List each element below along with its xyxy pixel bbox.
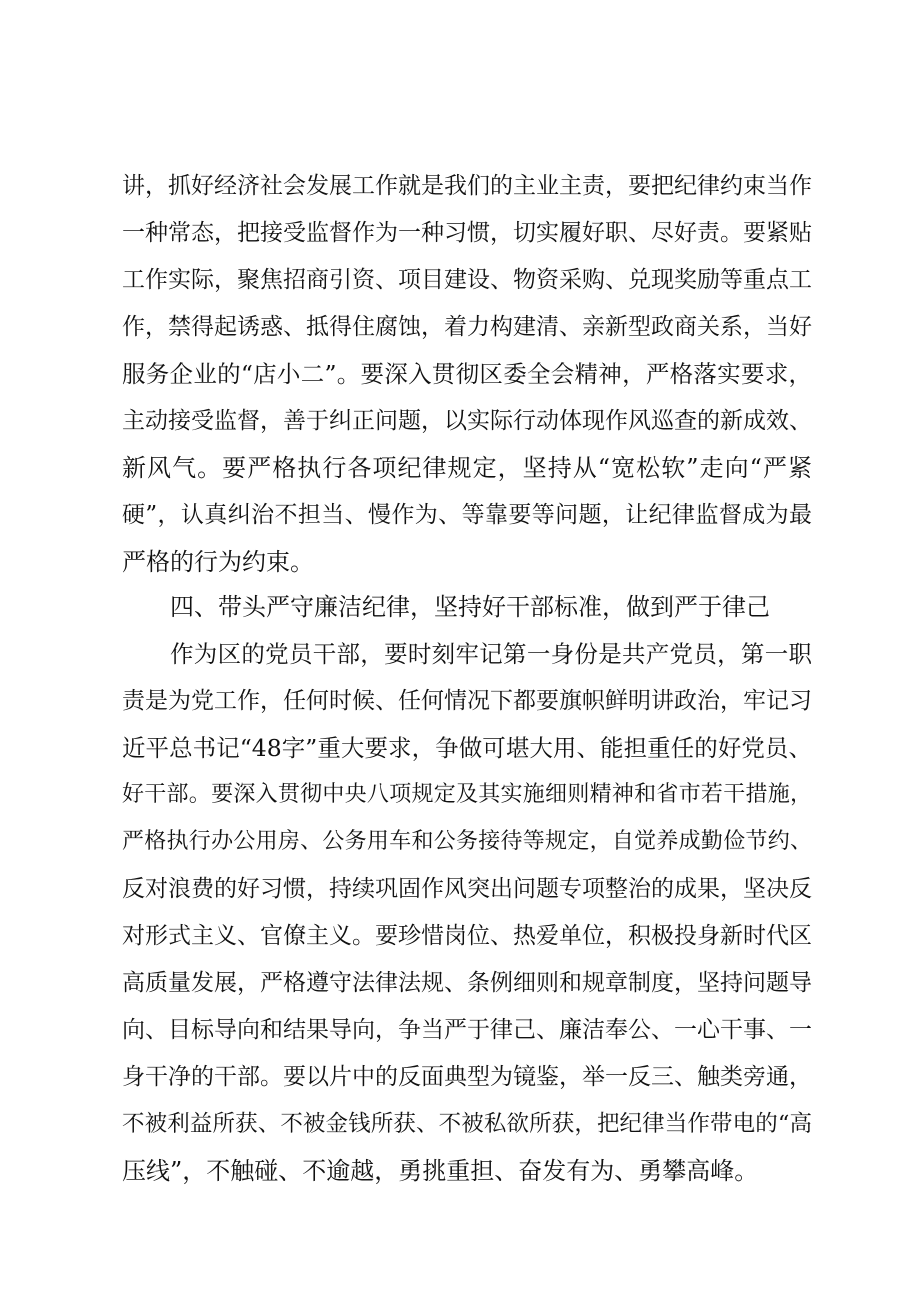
paragraph-2-line-8: 高质量发展，严格遵守法律法规、条例细则和规章制度，坚持问题导	[122, 970, 812, 996]
paragraph-1-line-8: 硬”，认真纠治不担当、慢作为、等靠要等问题，让纪律监督成为最	[122, 502, 812, 528]
paragraph-1-line-6: 主动接受监督，善于纠正问题，以实际行动体现作风巡查的新成效、	[122, 408, 812, 434]
paragraph-1-line-4: 作，禁得起诱惑、抵得住腐蚀，着力构建清、亲新型政商关系，当好	[122, 314, 812, 340]
paragraph-2-line-11: 不被利益所获、不被金钱所获、不被私欲所获，把纪律当作带电的“高	[122, 1111, 812, 1137]
paragraph-1-line-1: 讲，抓好经济社会发展工作就是我们的主业主责，要把纪律约束当作	[122, 173, 812, 199]
paragraph-2-line-1: 作为区的党员干部，要时刻牢记第一身份是共产党员，第一职	[170, 640, 812, 668]
paragraph-1-line-3: 工作实际，聚焦招商引资、项目建设、物资采购、兑现奖励等重点工	[122, 267, 812, 293]
paragraph-1-line-9: 严格的行为约束。	[122, 548, 314, 576]
section-heading: 四、带头严守廉洁纪律，坚持好干部标准，做到严于律己	[170, 593, 770, 621]
paragraph-2-line-6: 反对浪费的好习惯，持续巩固作风突出问题专项整治的成果，坚决反	[122, 876, 812, 902]
paragraph-2-line-5: 严格执行办公用房、公务用车和公务接待等规定，自觉养成勤俭节约、	[122, 829, 812, 854]
paragraph-1-line-7: 新风气。要严格执行各项纪律规定，坚持从“宽松软”走向“严紧	[122, 454, 812, 482]
paragraph-2-line-12: 压线”，不触碰、不逾越，勇挑重担、奋发有为、勇攀高峰。	[122, 1157, 759, 1185]
paragraph-2-line-10: 身干净的干部。要以片中的反面典型为镜鉴，举一反三、触类旁通，	[122, 1064, 812, 1090]
paragraph-2-line-9: 向、目标导向和结果导向，争当严于律己、廉洁奉公、一心干事、一	[122, 1017, 812, 1043]
paragraph-1-line-5: 服务企业的“店小二”。要深入贯彻区委全会精神，严格落实要求，	[122, 360, 812, 388]
paragraph-2-line-7: 对形式主义、官僚主义。要珍惜岗位、热爱单位，积极投身新时代区	[122, 923, 812, 949]
paragraph-1-line-2: 一种常态，把接受监督作为一种习惯，切实履好职、尽好责。要紧贴	[122, 220, 812, 246]
paragraph-2-line-4: 好干部。要深入贯彻中央八项规定及其实施细则精神和省市若干措施，	[122, 782, 812, 807]
paragraph-2-line-2: 责是为党工作，任何时候、任何情况下都要旗帜鲜明讲政治，牢记习	[122, 688, 812, 714]
paragraph-2-line-3: 近平总书记“48字”重大要求，争做可堪大用、能担重任的好党员、	[122, 734, 812, 762]
